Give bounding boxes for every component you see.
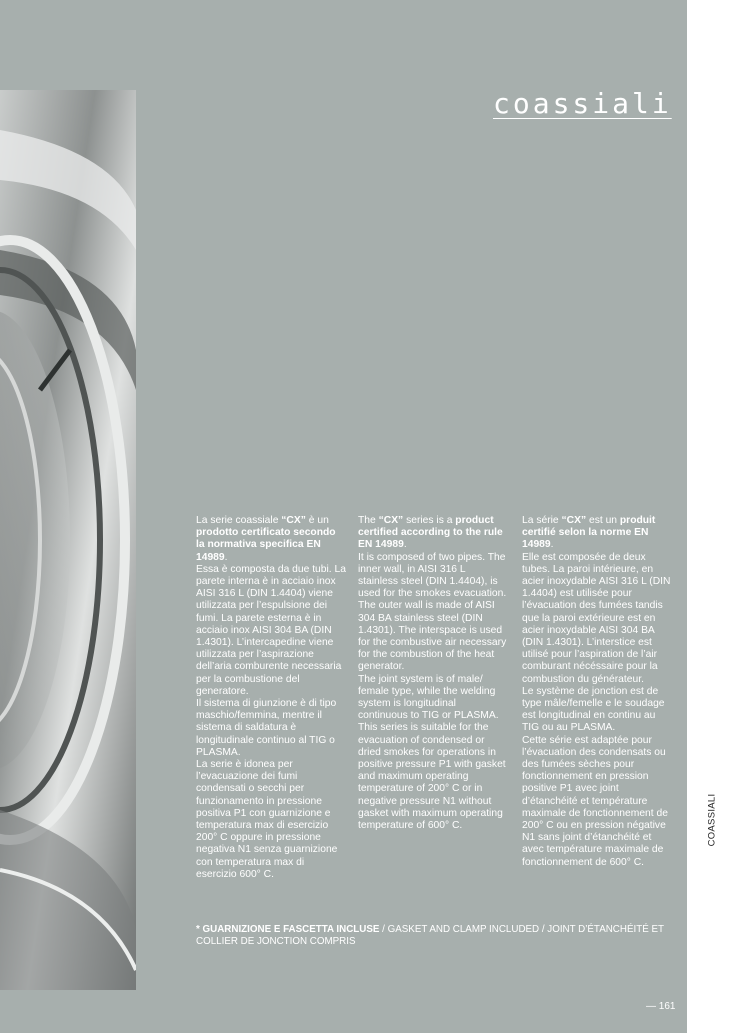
italian-text-column: [196, 515, 346, 881]
french-paragraph: Le système de jonction est de type mâle/femelle e le soudage est longitudinal en continu au TIG ou au PLASMA.: [522, 685, 665, 734]
french-paragraph: Elle est composée de deux tubes. La paroi intérieure, en acier inoxydable AISI 316 L (DIN 1.4404) est utilisée pour l’évacuation des fumées tandis que la paroi extérieure est en acier inoxydable AISI 304 BA (DIN 1.4301). L’interstice est utilisé pour l’aspiration de l’air comburant nécéssaire pour la combustion du générateur.: [522, 551, 671, 685]
english-paragraph: It is composed of two pipes. The inner wall, in AISI 316 L stainless steel (DIN 1.4404), is used for the smokes evacuation. The outer wall is made of AISI 304 BA stainless steel (DIN 1.4301). The interspace is used for the combustive air necessary for the combustion of the heat generator.: [358, 551, 507, 673]
page-title: coassiali: [493, 87, 672, 120]
coaxial-pipe-photo: [0, 90, 136, 990]
italian-intro: La serie coassiale “CX” è un prodotto certificato secondo la normativa specifica EN 14989.: [196, 515, 336, 563]
english-text-column: [358, 515, 508, 832]
italian-paragraph: La serie è idonea per l’evacuazione dei fumi condensati o secchi per funzionamento in pressione positiva P1 con guarnizione e temperatura max di esercizio 200° C oppure in pressione negativa N1 senza guarnizione con temperatura max di esercizio 600° C.: [196, 759, 338, 880]
included-items-footnote: * GUARNIZIONE E FASCETTA INCLUSE / GASKET AND CLAMP INCLUDED / JOINT D’ÉTANCHÉITÉ ET COLLIER DE JONCTION COMPRIS: [196, 924, 664, 947]
page-number: — 161: [646, 1001, 676, 1012]
french-paragraph: Cette série est adaptée pour l’évacuation des condensats ou des fumées sèches pour fonctionnement en pression positive P1 avec joint d’étanchéité et température maximale de fonctionnement de 200° C ou en pression négative N1 sans joint d’étanchéité et avec température maximale de fonctionnement de 600° C.: [522, 734, 668, 868]
french-intro: La série “CX” est un produit certifié selon la norme EN 14989.: [522, 515, 656, 551]
english-paragraph: This series is suitable for the evacuation of condensed or dried smokes for operations in positive pressure P1 with gasket and maximum operating temperature of 200° C or in negative pressure N1 without gasket with maximum operating temperature of 600° C.: [358, 722, 506, 832]
french-text-column: [522, 515, 672, 869]
section-side-label: COASSIALI: [706, 793, 718, 847]
italian-paragraph: Essa è composta da due tubi. La parete interna è in acciaio inox AISI 316 L (DIN 1.4404) viene utilizzata per l’espulsione dei fumi. La parete esterna è in acciaio inox AISI 304 BA (DIN 1.4301). L’intercapedine viene utilizzata per l’aspirazione dell’aria comburente necessaria per la combustione del generatore.: [196, 563, 346, 697]
english-intro: The “CX” series is a product certified according to the rule EN 14989.: [358, 515, 503, 551]
english-paragraph: The joint system is of male/ female type, while the welding system is longitudinal continuous to TIG or PLASMA.: [358, 673, 499, 722]
italian-paragraph: Il sistema di giunzione è di tipo maschio/femmina, mentre il sistema di saldatura è longitudinale continuo al TIG o PLASMA.: [196, 698, 337, 758]
